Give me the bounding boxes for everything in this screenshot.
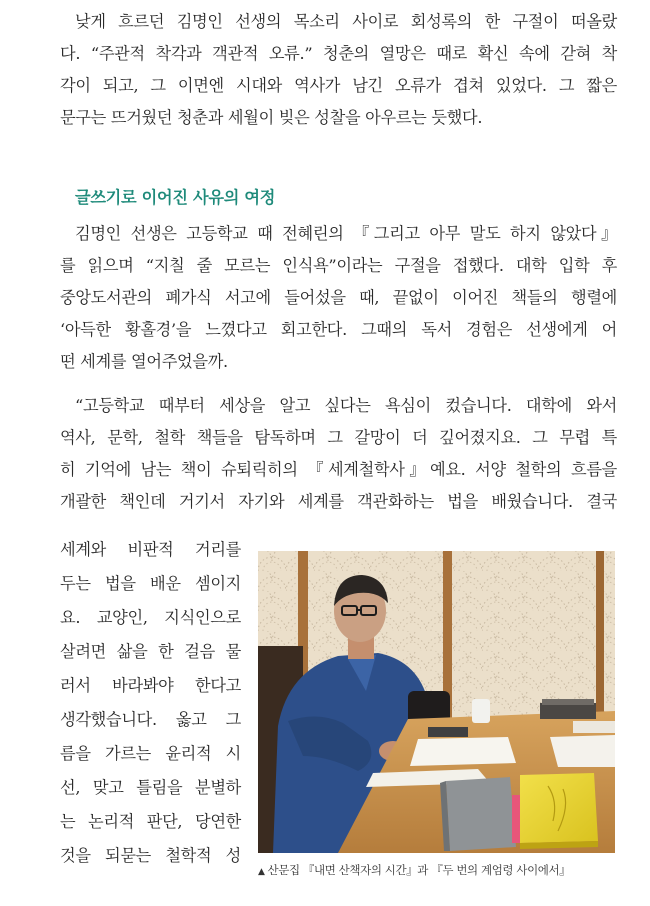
text-line: 러서 바라봐야 한다고 [60, 676, 241, 695]
interview-photo [258, 551, 615, 853]
text-line: 각이 되고, 그 이면엔 시대와 역사가 남긴 오류가 겹쳐 있었다. 그 짧은 [60, 76, 617, 95]
text-line: 떤 세계를 열어주었을까. [60, 352, 228, 371]
text-line: 중앙도서관의 폐가식 서고에 들어섰을 때, 끝없이 이어진 책들의 행렬에 [60, 288, 617, 307]
text-line: 것을 되묻는 철학적 성 [60, 846, 241, 865]
text-line: 세계와 비판적 거리를 [60, 540, 241, 559]
text-line: 선, 맞고 틀림을 분별하 [60, 778, 241, 797]
caption-text: 산문집 『내면 산책자의 시간』과 『두 번의 계엄령 사이에서』 [267, 863, 571, 877]
text-line: 낮게 흐르던 김명인 선생의 목소리 사이로 회성록의 한 구절이 떠올랐 [75, 12, 617, 31]
text-line: 생각했습니다. 옳고 그 [60, 710, 241, 729]
text-line: ‘아득한 황홀경’을 느꼈다고 회고한다. 그때의 독서 경험은 선생에게 어 [60, 320, 617, 339]
photo-caption [258, 858, 618, 882]
text-line: 히 기억에 남는 책이 슈퇴릭히의 『세계철학사』예요. 서양 철학의 흐름을 [60, 460, 617, 479]
text-line: “고등학교 때부터 세상을 알고 싶다는 욕심이 컸습니다. 대학에 와서 [75, 396, 617, 415]
text-line: 역사, 문학, 철학 책들을 탐독하며 그 갈망이 더 깊어졌지요. 그 무렵 특 [60, 428, 617, 447]
text-line: 다. “주관적 착각과 객관적 오류.” 청춘의 열망은 때로 확신 속에 갇혀 착 [60, 44, 617, 63]
text-line: 김명인 선생은 고등학교 때 전혜린의 『그리고 아무 말도 하지 않았다』 [75, 224, 617, 243]
text-line: 는 논리적 판단, 당연한 [60, 812, 241, 831]
text-line: 를 읽으며 “지칠 줄 모르는 인식욕”이라는 구절을 접했다. 대학 입학 후 [60, 256, 617, 275]
text-line: 개괄한 책인데 거기서 자기와 세계를 객관화하는 법을 배웠습니다. 결국 [60, 492, 617, 511]
section-heading: 글쓰기로 이어진 사유의 여정 [75, 188, 276, 207]
text-line: 문구는 뜨거웠던 청춘과 세월이 빚은 성찰을 아우르는 듯했다. [60, 108, 483, 127]
text-line: 요. 교양인, 지식인으로 [60, 608, 241, 627]
interview-photo-icon [258, 551, 615, 853]
text-line: 살려면 삶을 한 걸음 물 [60, 642, 241, 661]
caption-marker: ▲ [258, 867, 265, 877]
text-line: 두는 법을 배운 셈이지 [60, 574, 241, 593]
text-line: 름을 가르는 윤리적 시 [60, 744, 241, 763]
